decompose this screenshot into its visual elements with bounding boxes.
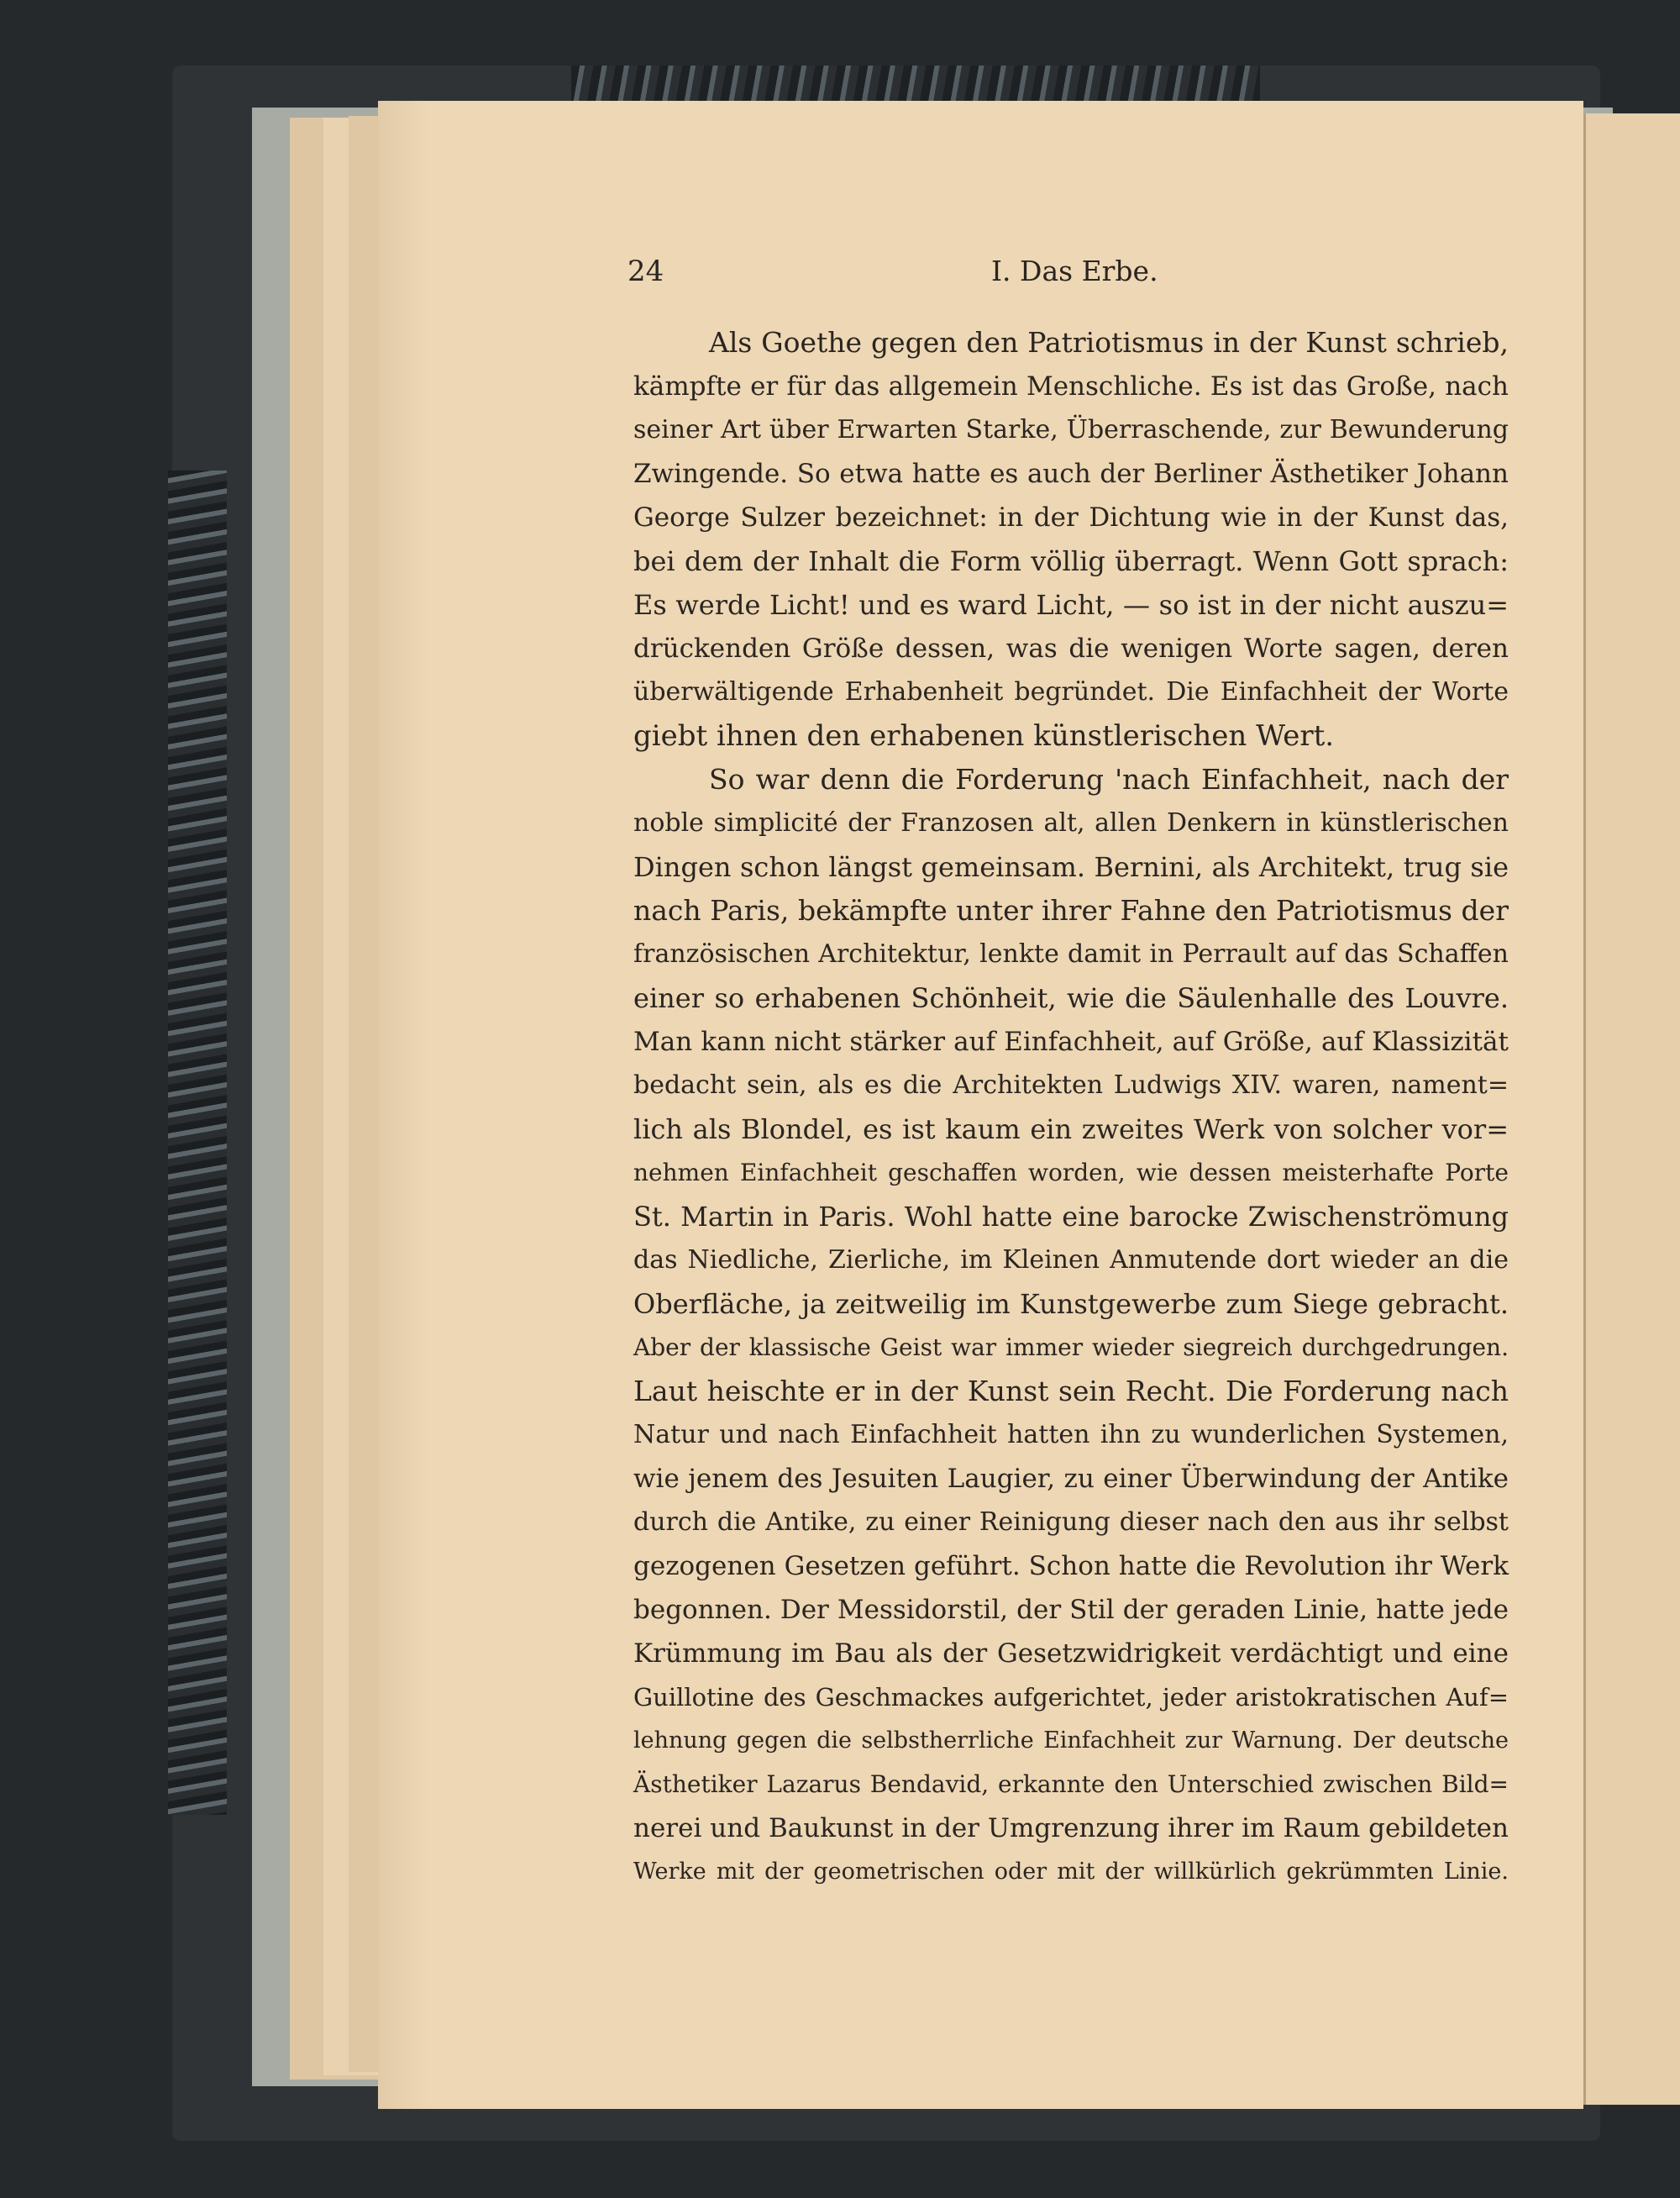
text-line: Aber der klassische Geist war immer wieder siegreich durchgedrungen.: [633, 1333, 1509, 1361]
text-line: noble simplicité der Franzosen alt, allen Denkern in künstlerischen: [633, 808, 1509, 838]
text-line: durch die Antike, zu einer Reinigung dieser nach den aus ihr selbst: [633, 1507, 1509, 1537]
text-line: bei dem der Inhalt die Form völlig überragt. Wenn Gott sprach:: [633, 545, 1509, 577]
text-line: Man kann nicht stärker auf Einfachheit, auf Größe, auf Klassizität: [633, 1027, 1509, 1057]
text-line: lehnung gegen die selbstherrliche Einfachheit zur Warnung. Der deutsche: [633, 1727, 1509, 1754]
text-line: giebt ihnen den erhabenen künstlerischen Wert.: [633, 719, 1335, 753]
text-line: Natur und nach Einfachheit hatten ihn zu wunderlichen Systemen,: [633, 1420, 1509, 1449]
text-line: Oberfläche, ja zeitweilig im Kunstgewerbe zum Siege gebracht.: [633, 1288, 1509, 1320]
text-line: seiner Art über Erwarten Starke, Überraschende, zur Bewunderung: [633, 415, 1509, 444]
text-line: gezogenen Gesetzen geführt. Schon hatte die Revolution ihr Werk: [633, 1551, 1509, 1581]
text-line: lich als Blondel, es ist kaum ein zweites Werk von solcher vor=: [633, 1113, 1509, 1145]
facing-page-edge: [1583, 113, 1680, 2105]
text-line: Krümmung im Bau als der Gesetzwidrigkeit verdächtigt und eine: [633, 1638, 1509, 1669]
text-line: begonnen. Der Messidorstil, der Stil der geraden Linie, hatte jede: [633, 1595, 1509, 1625]
text-line: Werke mit der geometrischen oder mit der willkürlich gekrümmten Linie.: [633, 1859, 1509, 1885]
text-line: Guillotine des Geschmackes aufgerichtet, jeder aristokratischen Auf=: [633, 1683, 1509, 1712]
text-line: kämpfte er für das allgemein Menschliche. Es ist das Große, nach: [633, 371, 1509, 402]
text-line: Zwingende. So etwa hatte es auch der Berliner Ästhetiker Johann: [633, 459, 1509, 489]
text-line: nehmen Einfachheit geschaffen worden, wie dessen meisterhafte Porte: [633, 1159, 1509, 1186]
page-number: 24: [627, 255, 664, 288]
text-line: nerei und Baukunst in der Umgrenzung ihrer im Raum gebildeten: [633, 1813, 1509, 1843]
text-line: Laut heischte er in der Kunst sein Recht. Die Forderung nach: [633, 1375, 1509, 1407]
text-line: Ästhetiker Lazarus Bendavid, erkannte den Unterschied zwischen Bild=: [633, 1770, 1509, 1798]
text-line: französischen Architektur, lenkte damit in Perrault auf das Schaffen: [633, 939, 1509, 969]
text-line: wie jenem des Jesuiten Laugier, zu einer Überwindung der Antike: [633, 1464, 1509, 1494]
text-line: George Sulzer bezeichnet: in der Dichtung wie in der Kunst das,: [633, 502, 1509, 533]
text-line: So war denn die Forderung 'nach Einfachheit, nach der: [709, 763, 1509, 796]
text-line: Dingen schon längst gemeinsam. Bernini, als Architekt, trug sie: [633, 851, 1509, 883]
text-line: bedacht sein, als es die Architekten Ludwigs XIV. waren, nament=: [633, 1070, 1509, 1100]
text-line: einer so erhabenen Schönheit, wie die Säulenhalle des Louvre.: [633, 982, 1509, 1014]
spine-ornament: [168, 471, 227, 1815]
text-line: Es werde Licht! und es ward Licht, — so ist in der nicht auszu=: [633, 589, 1509, 621]
text-line: nach Paris, bekämpfte unter ihrer Fahne den Patriotismus der: [633, 894, 1509, 927]
cover-top-ornament: [571, 66, 1260, 104]
text-line: drückenden Größe dessen, was die wenigen Worte sagen, deren: [633, 634, 1509, 664]
text-line: überwältigende Erhabenheit begründet. Die Einfachheit der Worte: [633, 677, 1509, 707]
text-line: St. Martin in Paris. Wohl hatte eine barocke Zwischenströmung: [633, 1201, 1509, 1233]
text-line: das Niedliche, Zierliche, im Kleinen Anmutende dort wieder an die: [633, 1245, 1509, 1275]
running-title: I. Das Erbe.: [991, 255, 1158, 287]
text-line: Als Goethe gegen den Patriotismus in der Kunst schrieb,: [709, 326, 1509, 359]
